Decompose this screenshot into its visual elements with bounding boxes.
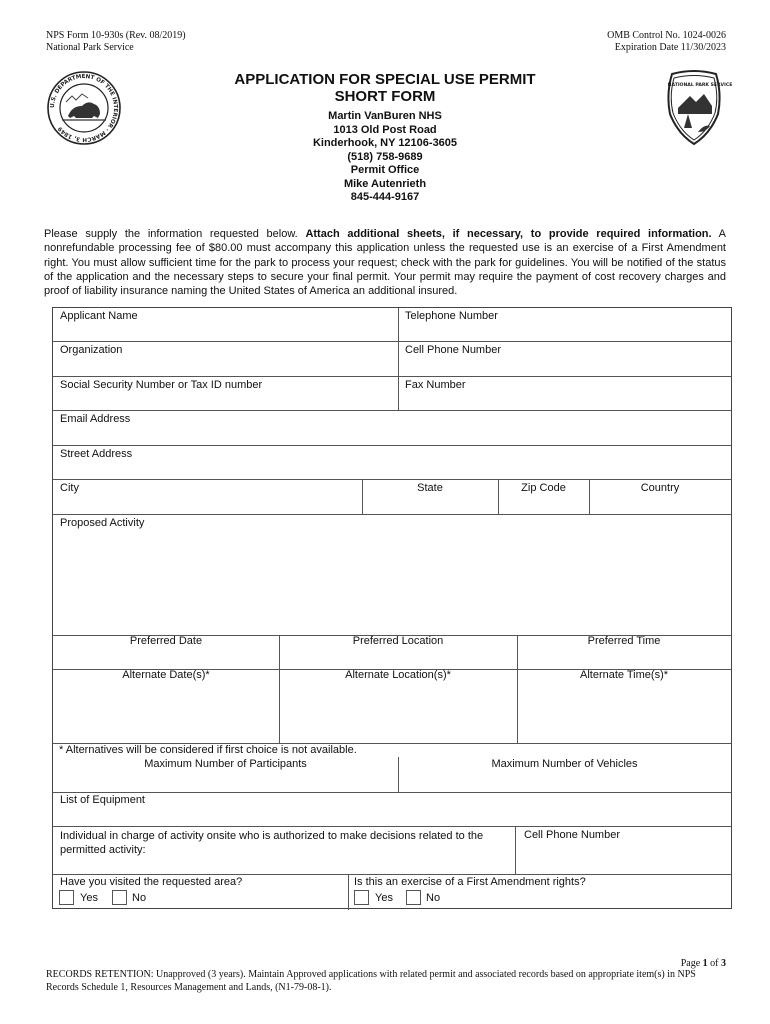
interior-seal-icon — [46, 70, 122, 146]
alternate-date-field[interactable] — [53, 669, 279, 743]
email-label: Email Address — [60, 413, 131, 425]
first-amendment-yes-label: Yes — [375, 892, 393, 904]
telephone-label: Telephone Number — [405, 310, 498, 322]
max-vehicles-label: Maximum Number of Vehicles — [491, 758, 638, 770]
telephone-field[interactable] — [398, 308, 731, 341]
individual-cell-field[interactable] — [515, 826, 731, 874]
contact-name: Mike Autenrieth — [343, 177, 427, 190]
park-city: Kinderhook, NY 12106-3605 — [312, 137, 458, 149]
preferred-time-label: Preferred Time — [587, 635, 661, 647]
nps-arrowhead-icon — [664, 70, 733, 146]
visited-no-checkbox[interactable] — [112, 890, 127, 905]
cell-phone-label: Cell Phone Number — [405, 344, 501, 356]
country-field[interactable] — [589, 479, 731, 514]
state-field[interactable] — [362, 479, 498, 514]
equipment-list-field[interactable] — [53, 792, 731, 826]
first-amendment-question: Is this an exercise of a First Amendment rights? — [354, 876, 586, 888]
proposed-activity-field[interactable] — [53, 514, 731, 635]
alternate-time-label: Alternate Time(s)* — [579, 669, 669, 681]
preferred-time-field[interactable] — [517, 635, 731, 669]
form-header-right — [607, 30, 726, 54]
park-name: Martin VanBuren NHS — [328, 110, 442, 122]
seal-text: U.S. DEPARTMENT OF THE INTERIOR · MARCH 3, 1849 — [49, 73, 119, 143]
applicant-name-field[interactable] — [53, 308, 398, 341]
form-subtitle: SHORT FORM — [334, 88, 436, 105]
ssn-tax-id-field[interactable] — [53, 376, 398, 410]
park-address: 1013 Old Post Road — [333, 123, 437, 136]
individual-cell-label: Cell Phone Number — [524, 829, 620, 841]
city-field[interactable] — [53, 479, 362, 514]
street-address-field[interactable] — [53, 445, 731, 479]
records-retention-note: RECORDS RETENTION: Unapproved (3 years). Maintain Approved applications with related permit and associated records based on appropriate item(s) in NPS Records Schedule 1, Resources Management and Lands, (N1-79-08-1). — [46, 969, 696, 993]
preferred-date-label: Preferred Date — [129, 635, 203, 647]
alternate-location-label: Alternate Location(s)* — [345, 669, 451, 681]
equipment-list-label: List of Equipment — [60, 794, 145, 806]
form-header-left — [46, 30, 186, 54]
applicant-name-label: Applicant Name — [60, 310, 138, 322]
instructions-text-1: Please supply the information requested below. — [44, 228, 306, 240]
state-label: State — [417, 482, 443, 494]
contact-phone: 845-444-9167 — [350, 191, 420, 203]
page-prefix: Page — [680, 958, 703, 969]
proposed-activity-label: Proposed Activity — [60, 517, 145, 529]
individual-in-charge-label: Individual in charge of activity onsite who is authorized to make decisions related to the permitted activity: — [60, 830, 484, 856]
zip-code-field[interactable] — [498, 479, 589, 514]
cell-phone-field[interactable] — [398, 341, 731, 376]
alternatives-note: * Alternatives will be considered if first choice is not available. — [59, 744, 357, 756]
street-address-label: Street Address — [60, 448, 133, 460]
first-amendment-yes-checkbox[interactable] — [354, 890, 369, 905]
max-participants-field[interactable] — [53, 757, 398, 792]
ssn-tax-id-label: Social Security Number or Tax ID number — [60, 379, 263, 391]
fax-label: Fax Number — [405, 379, 466, 391]
organization-label: Organization — [60, 344, 123, 356]
preferred-location-label: Preferred Location — [352, 635, 444, 647]
organization-field[interactable] — [53, 341, 398, 376]
individual-in-charge-field[interactable] — [53, 826, 515, 874]
page-current: 1 — [702, 958, 708, 969]
zip-code-label: Zip Code — [521, 482, 566, 494]
max-vehicles-field[interactable] — [398, 757, 731, 792]
visited-area-question: Have you visited the requested area? — [60, 876, 243, 888]
nps-logo-text: NATIONAL PARK SERVICE — [667, 83, 733, 88]
instructions-paragraph — [44, 227, 726, 298]
page-of: of — [707, 958, 721, 969]
form-title-block — [140, 71, 630, 205]
preferred-location-field[interactable] — [279, 635, 517, 669]
email-field[interactable] — [53, 410, 731, 445]
first-amendment-no-checkbox[interactable] — [406, 890, 421, 905]
country-label: Country — [640, 482, 680, 494]
visited-yes-checkbox[interactable] — [59, 890, 74, 905]
alternate-date-label: Alternate Date(s)* — [122, 669, 210, 681]
page-total: 3 — [721, 958, 726, 969]
application-form — [52, 307, 732, 909]
park-contact-info — [140, 110, 630, 205]
instructions-bold-text: Attach additional sheets, if necessary, to provide required information. — [305, 228, 712, 240]
alternate-time-field[interactable] — [517, 669, 731, 743]
first-amendment-no-label: No — [426, 892, 441, 904]
expiration-date: Expiration Date 11/30/2023 — [614, 42, 726, 53]
form-number: NPS Form 10-930s (Rev. 08/2019) — [46, 30, 186, 41]
form-title: APPLICATION FOR SPECIAL USE PERMIT — [234, 71, 536, 88]
instructions-text-2: A nonrefundable processing fee of $80.00 must accompany this application unless the requested use is an exercise of a First Amendment right. You must allow sufficient time for the park to process your request; check with the park for guidelines. You will be notified of the status of the application and the necessary steps to secure your final permit. Your permit may require the payment of cost recovery charges and proof of liability insurance naming the United States of America an additional insured. — [44, 228, 727, 298]
agency-name: National Park Service — [46, 42, 134, 53]
permit-office: Permit Office — [350, 164, 420, 176]
omb-control-number: OMB Control No. 1024-0026 — [607, 30, 726, 41]
max-participants-label: Maximum Number of Participants — [144, 758, 307, 770]
svg-text:NATIONAL PARK SERVICE — [668, 82, 733, 88]
fax-field[interactable] — [398, 376, 731, 410]
city-label: City — [60, 482, 79, 494]
alternate-location-field[interactable] — [279, 669, 517, 743]
visited-yes-label: Yes — [80, 892, 98, 904]
park-phone: (518) 758-9689 — [347, 150, 423, 163]
visited-no-label: No — [132, 892, 147, 904]
preferred-date-field[interactable] — [53, 635, 279, 669]
